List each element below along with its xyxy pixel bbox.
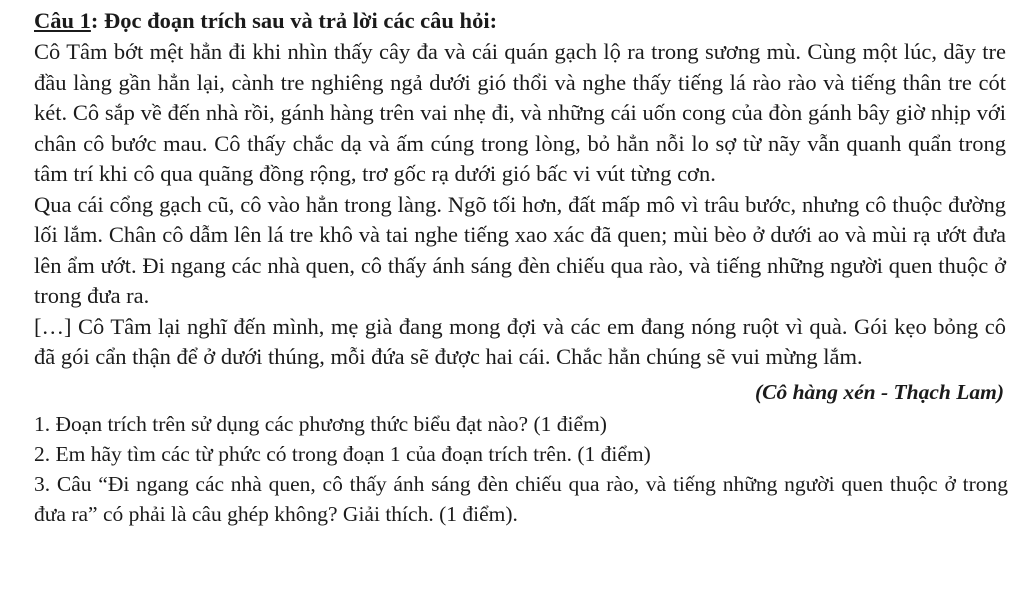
exercise-heading	[34, 6, 1008, 36]
exercise-heading-text: : Đọc đoạn trích sau và trả lời các câu hỏi:	[90, 8, 498, 33]
question-item-1: 1. Đoạn trích trên sử dụng các phương thức biểu đạt nào? (1 điểm)	[34, 411, 607, 436]
question-item-2: 2. Em hãy tìm các từ phức có trong đoạn 1 của đoạn trích trên. (1 điểm)	[34, 441, 651, 466]
passage-paragraph-1: Cô Tâm bớt mệt hẳn đi khi nhìn thấy cây đa và cái quán gạch lộ ra trong sương mù. Cùng một lúc, dãy tre đầu làng gần hẳn lại, cành tre nghiêng ngả dưới gió thổi và nghe thấy tiếng lá rào rào và tiếng thân tre cót két. Cô sắp về đến nhà rồi, gánh hàng trên vai nhẹ đi, và những cái uốn cong của đòn gánh bây giờ nhịp với chân cô bước mau. Cô thấy chắc dạ và ấm cúng trong lòng, bỏ hẳn nỗi lo sợ từ nãy vẫn quanh quẩn trong tâm trí khi cô qua quãng đồng rộng, trơ gốc rạ dưới gió bấc vi vút từng cơn.	[34, 39, 1006, 186]
passage-paragraph-2: Qua cái cổng gạch cũ, cô vào hẳn trong làng. Ngõ tối hơn, đất mấp mô vì trâu bước, nhưng cô thuộc đường lối lắm. Chân cô dẫm lên lá tre khô và tai nghe tiếng xao xác đã quen; mùi bèo ở dưới ao và mùi rạ ướt đưa lên ẩm ướt. Đi ngang các nhà quen, cô thấy ánh sáng đèn chiếu qua rào, và tiếng những người quen thuộc ở trong đưa ra.	[34, 191, 1006, 308]
reading-passage	[34, 37, 1008, 373]
passage-attribution: (Cô hàng xén - Thạch Lam)	[754, 379, 1004, 404]
question-list	[34, 409, 1008, 529]
exercise-number: Câu 1	[34, 8, 91, 33]
question-item-3: 3. Câu “Đi ngang các nhà quen, cô thấy ánh sáng đèn chiếu qua rào, và tiếng những người quen thuộc ở trong đưa ra” có phải là câu ghép không? Giải thích. (1 điểm).	[34, 471, 1008, 526]
passage-paragraph-3: […] Cô Tâm lại nghĩ đến mình, mẹ già đang mong đợi và các em đang nóng ruột vì quà. Gói kẹo bỏng cô đã gói cẩn thận để ở dưới thúng, mỗi đứa sẽ được hai cái. Chắc hẳn chúng sẽ vui mừng lắm.	[34, 313, 1006, 369]
